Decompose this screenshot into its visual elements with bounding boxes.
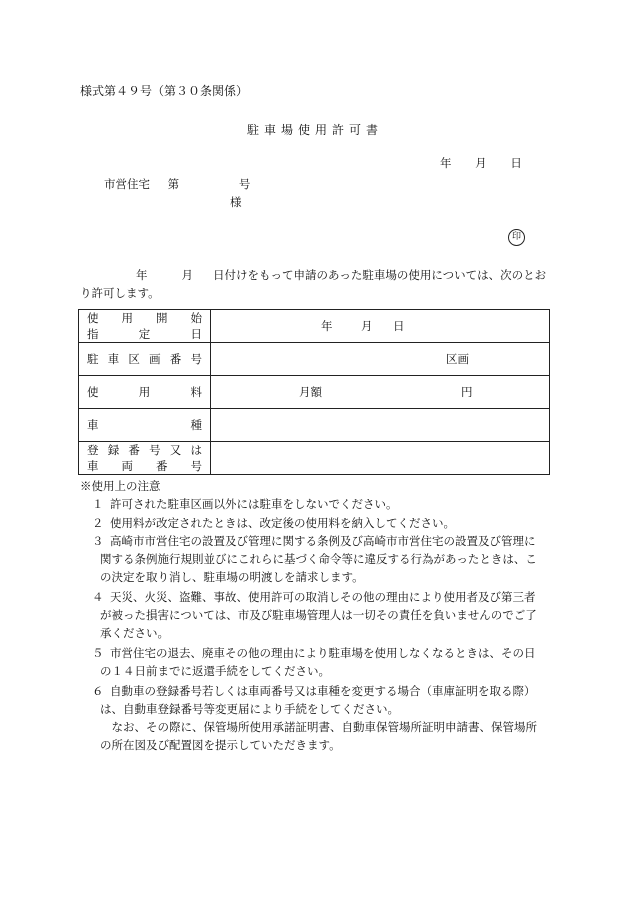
- label-char: 画: [149, 352, 161, 366]
- label-char: 指: [87, 327, 99, 341]
- label-char: 用: [121, 311, 133, 325]
- note-line: の所在図及び配置図を提示していただきます。: [100, 738, 341, 752]
- note-line: 高崎市市営住宅の設置及び管理に関する条例及び高崎市市営住宅の設置及び管理に: [110, 534, 536, 548]
- label-char: 開: [156, 311, 168, 325]
- date-year: 年: [440, 156, 452, 170]
- date-day: 日: [510, 156, 522, 170]
- note-line: は、自動車登録番号等変更届により手続をしてください。: [100, 702, 399, 716]
- table-row: [79, 310, 550, 343]
- value-part: 年: [321, 319, 333, 333]
- note-number: ６: [92, 684, 104, 698]
- row-value: [211, 409, 550, 442]
- label-char: 録: [107, 443, 120, 457]
- note-number: ４: [92, 590, 104, 604]
- note-number: １: [92, 497, 104, 511]
- note-item: [80, 495, 550, 513]
- row-label: [79, 310, 211, 343]
- row-label: [79, 442, 211, 475]
- label-char: 車: [107, 352, 120, 366]
- value-part: 日: [393, 319, 405, 333]
- note-item: [80, 588, 550, 642]
- honorific-sama: 様: [230, 195, 242, 209]
- label-char: 用: [138, 385, 151, 399]
- addressee-prefix: 市営住宅: [104, 177, 150, 191]
- label-char: 料: [190, 385, 202, 399]
- intro-year: 年: [136, 268, 148, 282]
- note-line: 天災、火災、盗難、事故、使用許可の取消しその他の理由により使用者及び第三者: [110, 590, 536, 604]
- row-value: [211, 343, 550, 376]
- note-line: の１４日前までに返還手続をしてください。: [100, 664, 330, 678]
- note-line: なお、その際に、保管場所使用承諾証明書、自動車保管場所証明申請書、保管場所: [100, 720, 537, 734]
- table-row: [79, 376, 550, 409]
- value-part: 円: [461, 385, 473, 399]
- note-number: ２: [92, 516, 104, 530]
- label-char: 番: [128, 443, 140, 457]
- addressee-line: [104, 176, 264, 192]
- row-value: [211, 376, 550, 409]
- label-char: 号: [149, 443, 161, 457]
- label-char: 使: [87, 311, 99, 325]
- value-part: 区画: [446, 352, 469, 366]
- row-label: [79, 376, 211, 409]
- row-value: [211, 310, 550, 343]
- row-label: [79, 343, 211, 376]
- label-char: 登: [87, 443, 99, 457]
- label-char: 車: [87, 418, 99, 432]
- label-char: 番: [156, 459, 168, 473]
- label-char: 定: [138, 327, 151, 341]
- note-line: 自動車の登録番号若しくは車両番号又は車種を変更する場合（車庫証明を取る際）: [110, 684, 536, 698]
- label-char: 始: [190, 311, 202, 325]
- note-item: [80, 514, 550, 532]
- note-number: ３: [92, 534, 104, 548]
- note-line: 市営住宅の退去、廃車その他の理由により駐車場を使用しなくなるときは、その日: [110, 646, 536, 660]
- label-char: 駐: [87, 352, 99, 366]
- note-line: 関する条例施行規則並びにこれらに基づく命令等に違反する行為があったときは、こ: [100, 552, 537, 566]
- value-part: 月額: [299, 385, 322, 399]
- intro-paragraph: [80, 266, 550, 302]
- label-char: 種: [190, 418, 202, 432]
- document-title: 駐車場使用許可書: [246, 123, 383, 137]
- note-item: [80, 532, 550, 586]
- label-char: は: [190, 443, 202, 457]
- note-line: の決定を取り消し、駐車場の明渡しを請求します。: [100, 570, 364, 584]
- notes-title: ※使用上の注意: [80, 479, 161, 493]
- note-line: 使用料が改定されたときは、改定後の使用料を納入してください。: [110, 516, 455, 530]
- form-number-label: 様式第４９号（第３０条関係）: [80, 84, 249, 98]
- label-char: 両: [121, 459, 133, 473]
- row-label: [79, 409, 211, 442]
- label-char: 車: [87, 459, 99, 473]
- seal-mark: 印: [508, 229, 525, 246]
- intro-text: 日付けをもって申請のあった駐車場の使用については、次のとおり許可します。: [80, 268, 547, 300]
- date-month: 月: [475, 156, 487, 170]
- label-char: 使: [87, 385, 99, 399]
- row-value: [211, 442, 550, 475]
- label-char: 号: [190, 352, 202, 366]
- issue-date-line: [440, 155, 542, 171]
- label-char: 又: [169, 443, 182, 457]
- addressee-dai: 第: [167, 177, 180, 191]
- label-char: 日: [190, 327, 202, 341]
- note-number: ５: [92, 646, 104, 660]
- note-item: [80, 682, 550, 754]
- note-line: が被った損害については、市及び駐車場管理人は一切その責任を負いませんのでご了: [100, 608, 537, 622]
- table-row: [79, 343, 550, 376]
- note-line: 許可された駐車区画以外には駐車をしないでください。: [110, 497, 398, 511]
- intro-month: 月: [181, 268, 193, 282]
- label-char: 区: [128, 352, 140, 366]
- value-part: 月: [361, 319, 373, 333]
- table-row: [79, 442, 550, 475]
- note-line: 承ください。: [100, 626, 169, 640]
- note-item: [80, 644, 550, 680]
- label-char: 号: [190, 459, 202, 473]
- addressee-go: 号: [238, 177, 251, 191]
- permit-table: [78, 309, 550, 475]
- table-row: [79, 409, 550, 442]
- label-char: 番: [169, 352, 182, 366]
